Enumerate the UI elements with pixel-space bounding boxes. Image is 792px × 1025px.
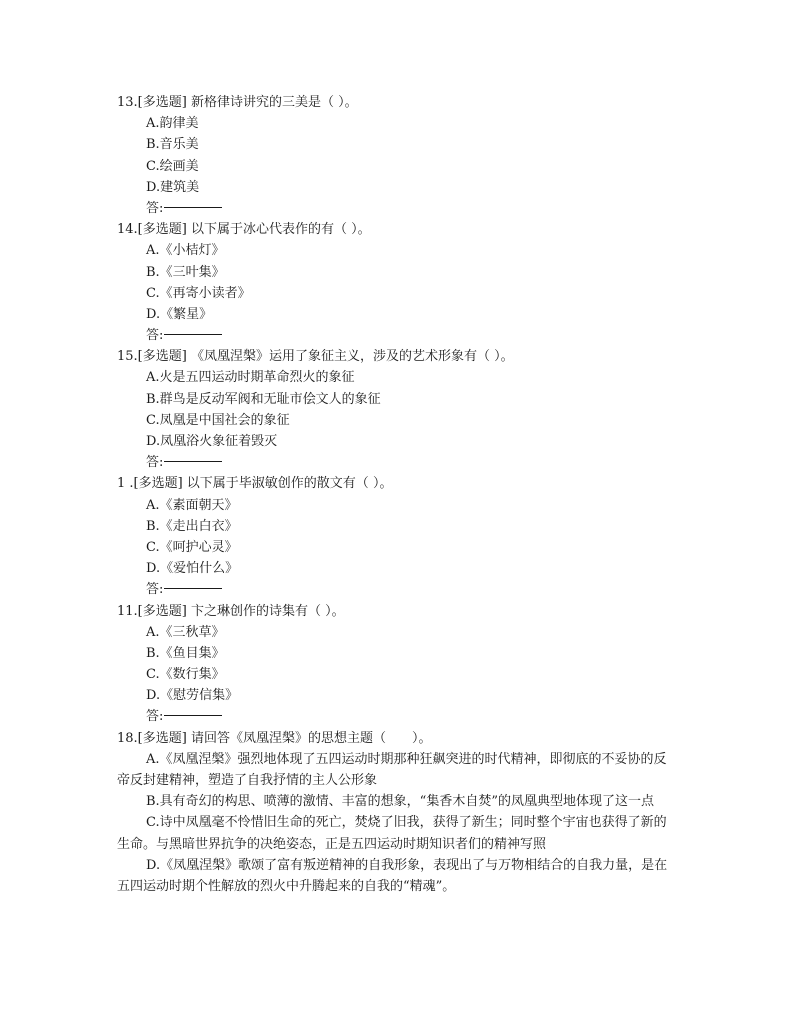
answer-blank [164, 461, 222, 462]
option-d: D.凤凰浴火象征着毁灭 [146, 434, 278, 449]
answer-blank [164, 334, 222, 335]
option-c: C.《再寄小读者》 [146, 285, 251, 301]
option-a: A.火是五四运动时期革命烈火的象征 [146, 370, 355, 386]
question-stem: 15.[多选题] 《凤凰涅槃》运用了象征主义，涉及的艺术形象有（ ）。 [117, 349, 514, 365]
option-a: A.《凤凰涅槃》强烈地体现了五四运动时期那种狂飙突进的时代精神，即彻底的不妥协的反帝反封建精神，塑造了自我抒情的主人公形象 [117, 751, 667, 789]
option-a: A.《小桔灯》 [146, 243, 225, 259]
answer-line [117, 452, 677, 473]
answer-line [117, 325, 677, 346]
option-b: B.群鸟是反动军阀和无耻市侩文人的象征 [146, 391, 381, 407]
answer-blank [164, 207, 222, 208]
option-d: D.《繁星》 [146, 306, 213, 322]
answer-label: 答: [146, 582, 164, 598]
answer-line [117, 198, 677, 219]
question-stem: 11.[多选题] 卞之琳创作的诗集有（ ）。 [117, 603, 345, 619]
option-c: C.《呵护心灵》 [146, 539, 238, 555]
question-stem: 18.[多选题] 请回答《凤凰涅槃》的思想主题（ ）。 [117, 730, 432, 746]
question-14 [117, 219, 677, 346]
answer-label: 答: [146, 709, 164, 725]
option-c: C.绘画美 [146, 158, 199, 174]
option-c: C.诗中凤凰毫不怜惜旧生命的死亡，焚烧了旧我，获得了新生；同时整个宇宙也获得了新的生命。与黑暗世界抗争的决绝姿态，正是五四运动时期知识者们的精神写照 [117, 815, 667, 852]
option-b: B.《走出白衣》 [146, 518, 238, 534]
option-d: D.建筑美 [146, 179, 200, 195]
answer-line [117, 579, 677, 600]
question-18 [117, 728, 677, 898]
answer-label: 答: [146, 200, 164, 216]
question-stem: 13.[多选题] 新格律诗讲究的三美是（ ）。 [117, 95, 358, 110]
answer-label: 答: [146, 455, 164, 471]
answer-label: 答: [146, 328, 164, 344]
question-13 [117, 92, 677, 219]
answer-blank [164, 715, 222, 716]
option-a: A.《素面朝天》 [146, 497, 238, 513]
answer-blank [164, 588, 222, 589]
option-d: D.《爱怕什么》 [146, 561, 239, 577]
option-d: D.《慰劳信集》 [146, 688, 239, 704]
question-stem: 14.[多选题] 以下属于冰心代表作的有（ ）。 [117, 222, 371, 238]
question-15 [117, 346, 677, 473]
option-b: B.《鱼目集》 [146, 645, 225, 661]
question-stem: 1 .[多选题] 以下属于毕淑敏创作的散文有（ ）。 [117, 476, 393, 492]
option-a: A.韵律美 [146, 116, 199, 132]
option-c: C.凤凰是中国社会的象征 [146, 412, 290, 428]
option-a: A.《三秋草》 [146, 624, 225, 640]
option-c: C.《数行集》 [146, 667, 225, 683]
question-list [117, 92, 677, 897]
option-b: B.《三叶集》 [146, 264, 225, 280]
option-b: B.音乐美 [146, 137, 199, 153]
option-b: B.具有奇幻的构思、喷薄的激情、丰富的想象，“集香木自焚”的凤凰典型地体现了这一点 [146, 794, 654, 810]
option-d: D.《凤凰涅槃》歌颂了富有叛逆精神的自我形象，表现出了与万物相结合的自我力量，是在五四运动时期个性解放的烈火中升腾起来的自我的“精魂”。 [117, 857, 668, 895]
question-1 [117, 473, 677, 600]
answer-line [117, 706, 677, 727]
question-11 [117, 601, 677, 728]
